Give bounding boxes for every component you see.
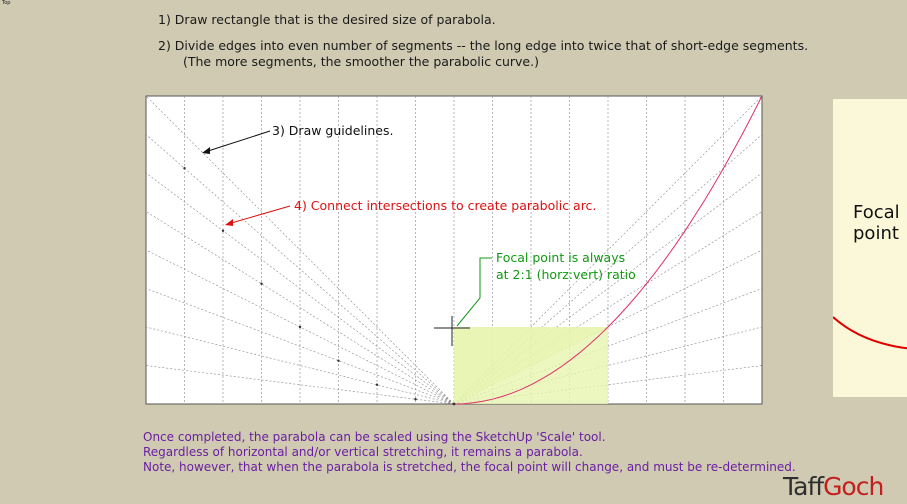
intersection-dot	[183, 167, 185, 169]
focal-label-line1: Focal point is always	[496, 250, 626, 265]
intersection-dot	[260, 282, 262, 284]
step-1-text: 1) Draw rectangle that is the desired size of parabola.	[158, 12, 496, 27]
connect-label: 4) Connect intersections to create parabolic arc.	[294, 198, 597, 213]
intersection-dot	[414, 398, 416, 400]
footer-line-1: Once completed, the parabola can be scaled using the SketchUp 'Scale' tool.	[143, 430, 606, 444]
guidelines-label: 3) Draw guidelines.	[272, 123, 394, 138]
step-2-text: 2) Divide edges into even number of segments -- the long edge into twice that of short-edge segments.	[158, 38, 809, 53]
intersection-dot	[376, 384, 378, 386]
taffgoch-logo: TaffGoch	[783, 472, 884, 501]
focal-label-line2: at 2:1 (horz:vert) ratio	[496, 267, 636, 282]
footer-line-2: Regardless of horizontal and/or vertical stretching, it remains a parabola.	[143, 445, 583, 459]
step-2-note: (The more segments, the smoother the parabolic curve.)	[183, 54, 539, 69]
intersection-dot	[299, 326, 301, 328]
inset-label-line2: point	[853, 223, 899, 244]
vertex-dot	[453, 403, 456, 406]
inset-label-line1: Focal	[853, 202, 900, 223]
intersection-dot	[222, 230, 224, 232]
focal-ratio-rectangle	[454, 327, 608, 404]
view-label: Top	[2, 0, 11, 6]
intersection-dot	[337, 359, 339, 361]
footer-line-3: Note, however, that when the parabola is stretched, the focal point will change, and must be re-determined.	[143, 460, 796, 474]
